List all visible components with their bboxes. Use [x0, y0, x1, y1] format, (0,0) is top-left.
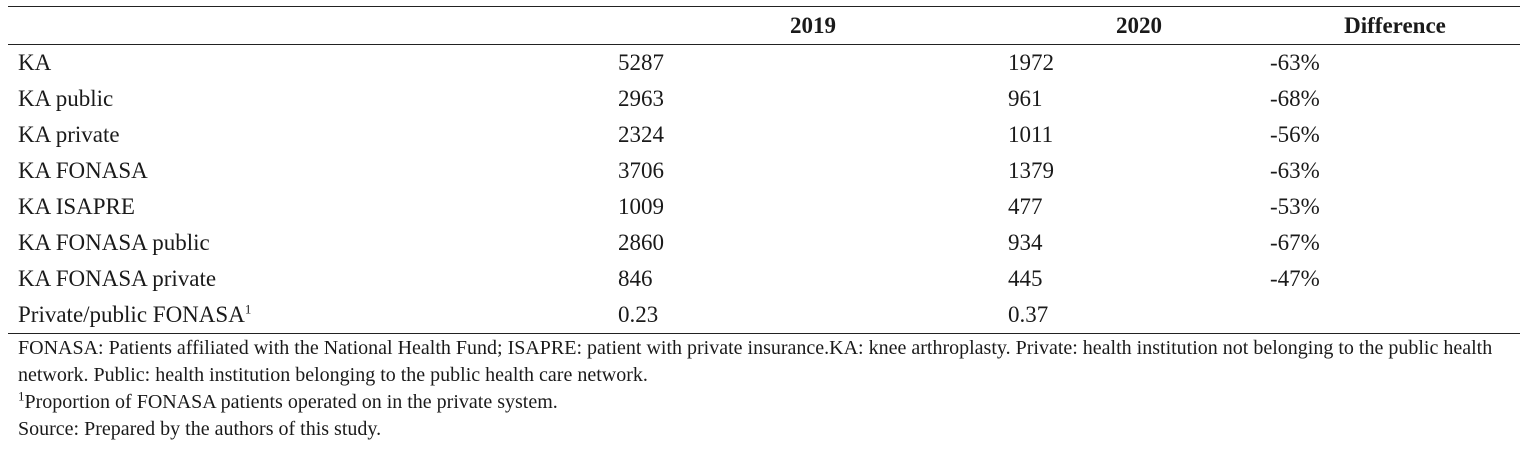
cell-2020: 1972	[1008, 50, 1054, 75]
row-label	[8, 153, 618, 189]
cell-2020: 961	[1008, 86, 1043, 111]
cell-2019: 2860	[618, 230, 664, 255]
cell-difference: -56%	[1270, 122, 1320, 147]
row-label-text: KA	[18, 50, 52, 75]
row-label	[8, 45, 618, 82]
cell-2019: 3706	[618, 158, 664, 183]
table-body	[8, 45, 1520, 334]
table-row	[8, 45, 1520, 82]
cell-2020: 477	[1008, 194, 1043, 219]
row-label	[8, 261, 618, 297]
header-2019: 2019	[790, 13, 836, 38]
table-row	[8, 261, 1520, 297]
cell-2020: 934	[1008, 230, 1043, 255]
row-label	[8, 297, 618, 334]
footnote	[18, 389, 1508, 416]
row-label-text: KA ISAPRE	[18, 194, 135, 219]
row-label-text: Private/public FONASA	[18, 302, 245, 327]
row-label-text: KA FONASA private	[18, 266, 217, 291]
row-label	[8, 117, 618, 153]
cell-2019: 0.23	[618, 302, 659, 327]
cell-difference: -63%	[1270, 50, 1320, 75]
cell-2019: 5287	[618, 50, 664, 75]
cell-2019: 2963	[618, 86, 664, 111]
cell-2020: 1011	[1008, 122, 1054, 147]
cell-2019: 1009	[618, 194, 664, 219]
cell-2020: 0.37	[1008, 302, 1049, 327]
row-label-text: KA private	[18, 122, 120, 147]
cell-difference: -68%	[1270, 86, 1320, 111]
data-table	[8, 6, 1520, 334]
row-label	[8, 189, 618, 225]
cell-2019: 2324	[618, 122, 664, 147]
table-row	[8, 153, 1520, 189]
cell-difference: -67%	[1270, 230, 1320, 255]
cell-difference: -47%	[1270, 266, 1320, 291]
abbreviations-note: FONASA: Patients affiliated with the National Health Fund; ISAPRE: patient with private insurance.KA: knee arthroplasty. Private: health institution not belonging to the public health network. Public: health institution belonging to the public health care network.	[18, 337, 1493, 386]
header-difference: Difference	[1344, 13, 1446, 38]
cell-2019: 846	[618, 266, 653, 291]
header-label	[8, 7, 618, 45]
header-2020: 2020	[1116, 13, 1162, 38]
header-row	[8, 7, 1520, 45]
footnote-text: Proportion of FONASA patients operated on in the private system.	[24, 391, 558, 413]
table-row	[8, 225, 1520, 261]
table-row	[8, 189, 1520, 225]
row-label-text: KA public	[18, 86, 114, 111]
cell-difference	[1270, 297, 1520, 334]
row-label-text: KA FONASA	[18, 158, 148, 183]
cell-2020: 445	[1008, 266, 1043, 291]
table-row	[8, 117, 1520, 153]
source-note: Source: Prepared by the authors of this study.	[18, 418, 382, 440]
footnote-marker: 1	[18, 388, 25, 404]
table-header	[8, 7, 1520, 45]
row-label	[8, 225, 618, 261]
table-row	[8, 81, 1520, 117]
cell-difference: -53%	[1270, 194, 1320, 219]
table-row	[8, 297, 1520, 334]
table-notes	[18, 335, 1508, 443]
cell-difference: -63%	[1270, 158, 1320, 183]
cell-2020: 1379	[1008, 158, 1054, 183]
row-label-text: KA FONASA public	[18, 230, 210, 255]
row-label	[8, 81, 618, 117]
row-label-footnote-marker: 1	[244, 301, 252, 317]
